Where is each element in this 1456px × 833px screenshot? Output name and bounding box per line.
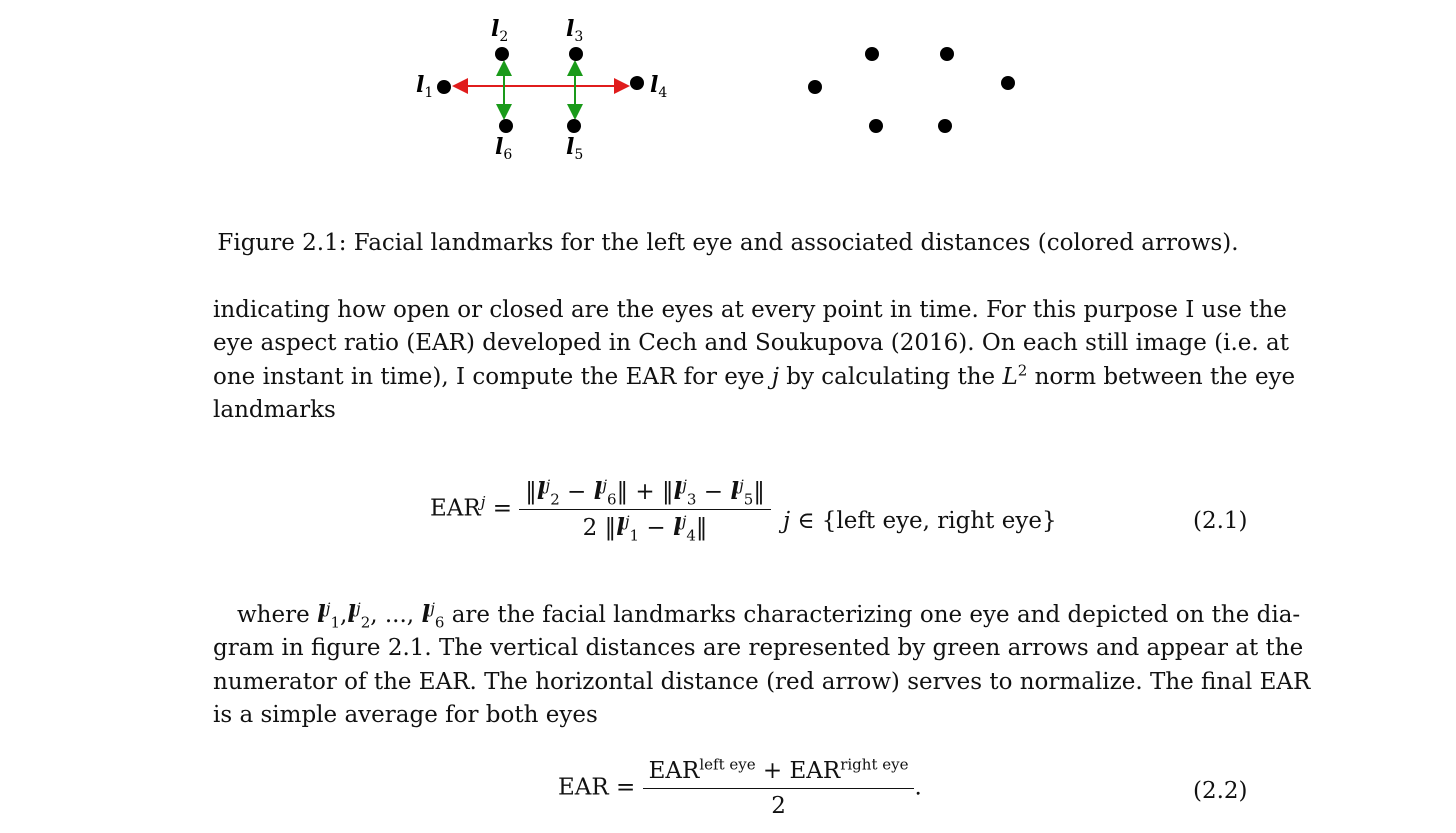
landmark-point-6 (499, 119, 513, 133)
landmark-point-2 (495, 47, 509, 61)
landmark-label-5: $l_5$ (566, 134, 584, 163)
text-line: eye aspect ratio (EAR) developed in Cech and Soukupova (2016). On each still image (i.e. at (213, 330, 1289, 357)
landmark-label-6: $l_6$ (495, 134, 513, 163)
text-line: indicating how open or closed are the eyes at every point in time. For this purpose I use the (213, 297, 1287, 323)
equation-ear-average: EAR = $\frac{EAR^{left eye} + EAR^{right eye}}{2}$ . (558, 755, 922, 819)
closed-eye-point-5 (938, 119, 952, 133)
landmark-point-1 (437, 80, 451, 94)
landmark-label-4: $l_4$ (650, 72, 668, 101)
text-line: is a simple average for both eyes (213, 702, 598, 729)
landmark-point-3 (569, 47, 583, 61)
closed-eye-point-2 (865, 47, 879, 61)
text-line: where $l^j_1,l^j_2$, ..., $l^j_6$ are the facial landmarks characterizing one eye and depicted on the dia- (237, 599, 1301, 632)
text-line: landmarks (213, 397, 336, 424)
landmark-point-5 (567, 119, 581, 133)
equation-ear-per-eye: EAR$^j$ = $‖l^j_2$ − $l^j_6‖$ + $‖l^j_3$ − $l^j_5‖$ 2 $‖l^j_1$ − $l^j_4‖$ (430, 478, 771, 541)
eye-landmark-diagram (0, 0, 1456, 200)
ear-fraction: $‖l^j_2$ − $l^j_6‖$ + $‖l^j_3$ − $l^j_5‖$ 2 $‖l^j_1$ − $l^j_4‖$ (519, 478, 771, 541)
equation-number-2-2: (2.2) (1193, 778, 1248, 804)
figure-caption: Figure 2.1: Facial landmarks for the left eye and associated distances (colored arrows). (217, 230, 1239, 256)
landmark-point-4 (630, 76, 644, 90)
closed-eye-point-4 (1001, 76, 1015, 90)
landmark-label-2: $l_2$ (491, 16, 509, 45)
figure-eye-landmarks (0, 0, 1456, 200)
closed-eye-point-3 (940, 47, 954, 61)
closed-eye-point-6 (869, 119, 883, 133)
text-line: numerator of the EAR. The horizontal distance (red arrow) serves to normalize. The final EAR (213, 668, 1311, 695)
landmark-label-3: $l_3$ (566, 16, 584, 45)
average-fraction: $\frac{EAR^{left eye} + EAR^{right eye}}{2}$ (643, 758, 915, 819)
equation-condition: j ∈ {left eye, right eye} (783, 508, 1057, 534)
landmark-label-1: $l_1$ (416, 72, 434, 101)
closed-eye-point-1 (808, 80, 822, 94)
equation-number-2-1: (2.1) (1193, 508, 1248, 534)
paragraph-explanation (213, 598, 1311, 733)
text-line: gram in figure 2.1. The vertical distances are represented by green arrows and appear at the (213, 635, 1304, 662)
paragraph-intro (213, 294, 1296, 428)
text-line: one instant in time), I compute the EAR for eye j by calculating the $L^2$ norm between the eye (213, 361, 1296, 390)
